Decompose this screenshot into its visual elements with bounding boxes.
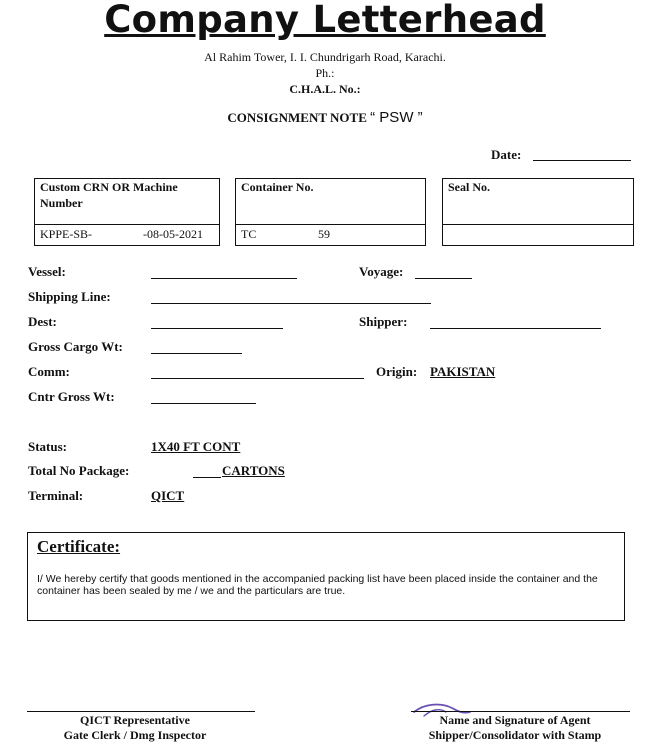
certificate-text: I/ We hereby certify that goods mentioned in the accompanied packing list have been placed inside the container and the container has been sealed by me / we and the particulars are true. xyxy=(37,573,598,597)
origin-label: Origin: xyxy=(376,364,418,379)
gross-cargo-field[interactable] xyxy=(151,353,242,354)
shipper-field[interactable] xyxy=(430,328,601,329)
right-signature-title: Name and Signature of Agent xyxy=(439,713,591,727)
crn-value-date: -08-05-2021 xyxy=(143,227,203,241)
company-address: Al Rahim Tower, I. I. Chundrigarh Road, Karachi. xyxy=(204,50,446,64)
certificate-box xyxy=(27,532,625,621)
container-value-number: 59 xyxy=(318,227,330,241)
left-signature-line xyxy=(27,711,255,712)
status-label: Status: xyxy=(28,439,68,454)
shipping-line-field[interactable] xyxy=(151,303,431,304)
crn-box xyxy=(34,178,220,246)
comm-label: Comm: xyxy=(28,364,70,379)
total-package-value: CARTONS xyxy=(222,463,285,478)
voyage-label: Voyage: xyxy=(359,264,404,279)
gross-cargo-label: Gross Cargo Wt: xyxy=(28,339,123,354)
container-box xyxy=(235,178,426,246)
right-signature-subtitle: Shipper/Consolidator with Stamp xyxy=(428,728,602,742)
certificate-title: Certificate: xyxy=(37,537,121,556)
consignment-code: “ PSW ” xyxy=(370,109,423,126)
container-header: Container No. xyxy=(241,180,314,194)
origin-value: PAKISTAN xyxy=(430,364,496,379)
crn-divider xyxy=(35,224,219,225)
chal-number-label: C.H.A.L. No.: xyxy=(289,82,361,96)
seal-divider xyxy=(443,224,633,225)
consignment-note-heading xyxy=(0,109,650,126)
shipping-line-label: Shipping Line: xyxy=(28,289,111,304)
comm-field[interactable] xyxy=(151,378,364,379)
status-value: 1X40 FT CONT xyxy=(151,439,241,454)
consignment-note-label: CONSIGNMENT NOTE xyxy=(227,110,367,125)
terminal-value: QICT xyxy=(151,488,185,503)
right-signature-line xyxy=(411,711,630,712)
left-signature-subtitle: Gate Clerk / Dmg Inspector xyxy=(63,728,207,742)
vessel-label: Vessel: xyxy=(28,264,66,279)
phone-label: Ph.: xyxy=(315,66,335,80)
seal-header: Seal No. xyxy=(448,180,490,194)
dest-field[interactable] xyxy=(151,328,283,329)
crn-value-prefix: KPPE-SB- xyxy=(40,227,93,241)
left-signature-title: QICT Representative xyxy=(80,713,190,727)
container-divider xyxy=(236,224,425,225)
shipper-label: Shipper: xyxy=(359,314,408,329)
cntr-gross-label: Cntr Gross Wt: xyxy=(28,389,115,404)
letterhead-title: Company Letterhead xyxy=(104,0,546,41)
total-package-count-field[interactable] xyxy=(193,477,221,478)
seal-box xyxy=(442,178,634,246)
date-label: Date: xyxy=(491,147,522,162)
voyage-field[interactable] xyxy=(415,278,472,279)
dest-label: Dest: xyxy=(28,314,57,329)
terminal-label: Terminal: xyxy=(28,488,84,503)
right-signature-block xyxy=(400,713,630,743)
crn-header: Custom CRN OR Machine Number xyxy=(40,180,178,210)
date-field[interactable] xyxy=(533,160,631,161)
container-value-prefix: TC xyxy=(241,227,257,241)
vessel-field[interactable] xyxy=(151,278,297,279)
left-signature-block xyxy=(15,713,255,743)
total-package-label: Total No Package: xyxy=(28,463,130,478)
cntr-gross-field[interactable] xyxy=(151,403,256,404)
